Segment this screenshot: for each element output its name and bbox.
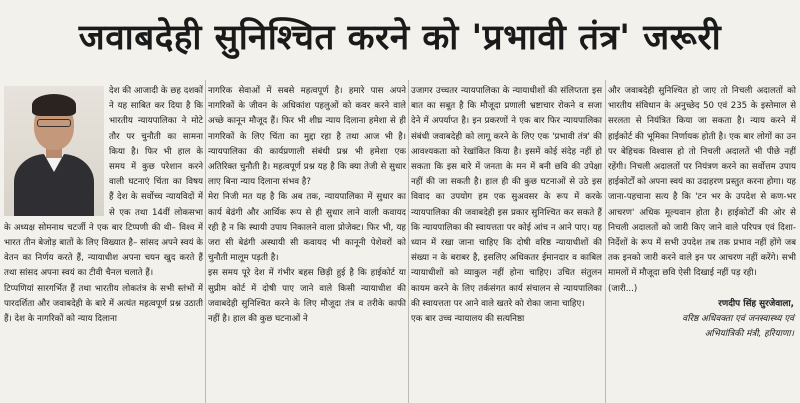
headline: जवाबदेही सुनिश्चित करने को 'प्रभावी तंत्र' जरूरी: [78, 18, 722, 58]
paragraph: और जवाबदेही सुनिश्चित हो जाए तो निचली अदालतों को भारतीय संविधान के अनुच्छेद 50 एवं 235 के इस्तेमाल से सरलता से नियंत्रित किया जा सकता है। न्याय करने में हाईकोर्ट की भूमिका निर्णायक होती है। एक बार लोगों का उन पर बेहिचक विश्वास हो तो निचली अदालतें भी पीछे नहीं रहेंगी। निचली अदालतों पर नियंत्रण करने का सर्वोत्तम उपाय हाईकोर्टों को अपना स्वयं का उदाहरण प्रस्तुत करना होगा। यह जाना-पहचाना सत्य है कि 'टन भर के उपदेश से कण-भर आचरण' अधिक मूल्यवान होता है। हाईकोर्टों की ओर से निचली अदालतों को जारी किए जाने वाले परिपत्र एवं दिशा-निर्देशों के रूप में सभी उपदेश तब तक प्रभाव नहीं होंगे जब तक इनको जारी करने वाले इन पर आचरण नहीं करेंगे। सभी मामलों में मौजूदा छवि ऐसी दिखाई नहीं पड़ रही।: [608, 86, 796, 279]
paragraph: एक बार उच्च न्यायालय की सत्यनिष्ठा: [411, 314, 525, 325]
continued-marker: (जारी...): [608, 283, 638, 294]
column-divider: [408, 80, 409, 403]
author-title: वरिष्ठ अधिवक्ता एवं जनस्वास्थ्य एवं: [682, 313, 794, 324]
paragraph: नागरिक सेवाओं में सबसे महत्वपूर्ण है। हमारे पास अपने नागरिकों के जीवन के अधिकांश पहलुओं को कवर करने वाले अच्छे कानून मौजूद हैं। फिर भी शीघ्र न्याय दिलाना हमेशा से ही नागरिकों के लिए चिंता का मुद्दा रहा है तथा आज भी है। न्यायपालिका की कार्यप्रणाली संबंधी प्रश्न भी हमेशा एक अतिरिक्त चुनौती है। महत्वपूर्ण प्रश्न यह है कि क्या तेजी से सुधार लाए बिना न्याय दिलाना संभव है?: [208, 86, 406, 188]
paragraph: उजागर उच्चतर न्यायपालिका के न्यायाधीशों की संलिप्तता इस बात का सबूत है कि मौजूदा प्रणाली भ्रष्टाचार रोकने व सजा देने में अपर्याप्त है। इन प्रकरणों ने एक बार फिर न्यायपालिका संबंधी जवाबदेही को लागू करने के लिए एक 'प्रभावी तंत्र' की आवश्यकता को रेखांकित किया है। इसमें कोई संदेह नहीं हो सकता कि इस बारे में जनता के मन में बनी छवि की उपेक्षा नहीं की जा सकती है। हाल ही की कुछ घटनाओं से उठे इस विवाद का उपयोग हम एक सुअवसर के रूप में करके न्यायपालिका की जवाबदेही इस प्रकार सुनिश्चित कर सकते हैं कि न्यायपालिका की स्वायत्तता पर कोई आंच न आने पाए। यह ध्यान में रखा जाना चाहिए कि दोषी वरिष्ठ न्यायाधीशों की संख्या न के बराबर है, इसलिए अधिकतर ईमानदार व काबिल न्यायाधीशों को व्याकुल नहीं होना चाहिए। उचित संतुलन कायम करने के लिए तर्कसंगत कार्य संचालन से न्यायपालिका की स्वायत्तता पर आने वाले खतरे को रोका जाना चाहिए।: [411, 86, 602, 309]
author-photo: [4, 86, 104, 216]
paragraph: देश की आजादी के छह दशकों ने यह साबित कर दिया है कि भारतीय न्यायपालिका ने मोटे तौर पर चुनौती का सामना किया है। फिर भी हाल के समय में कुछ परेशान करने वाली घटनाएं चिंता का विषय हैं देश के सर्वोच्च न्यायविदों में से एक तथा 14वीं लोकसभा के अध्यक्ष सोमनाथ चटर्जी ने एक बार टिप्पणी की थी– विश्व में भारत तीन बेजोड़ बातों के लिए विख्यात है– सांसद अपने स्वयं के वेतन का निर्णय करते हैं, न्यायाधीश अपना चयन खुद करते हैं तथा सांसद अपना स्वयं का टीवी चैनल चलाते हैं।: [4, 86, 203, 279]
paragraph: मेरा निजी मत यह है कि अब तक, न्यायपालिका में सुधार का कार्य बेढंगी और आर्थिक रूप से ही सुधार लाने वाली कवायद रही है न कि स्थायी उपाय निकालने वाला प्रोजेक्ट। फिर भी, यह जरा सी बेढंगी अस्थायी सी कवायद भी कानूनी पेशेवरों को चुनौती मालूम पड़ती है।: [208, 192, 406, 264]
author-name: रणदीप सिंह सुरजेवाला,: [718, 298, 794, 309]
paragraph: इस समय पूरे देश में गंभीर बहस छिड़ी हुई है कि हाईकोर्ट या सुप्रीम कोर्ट में दोषी पाए जाने वाले किसी न्यायाधीश की जवाबदेही सुनिश्चित करने के लिए मौजूदा तंत्र व तरीके काफी नहीं है। हाल की कुछ घटनाओं ने: [208, 268, 406, 325]
column-divider: [205, 80, 206, 403]
article-column-1: [4, 84, 203, 403]
author-byline: [608, 297, 796, 342]
article-column-4: [608, 84, 796, 403]
article-column-3: [411, 84, 602, 403]
article-column-2: [208, 84, 406, 403]
column-divider: [605, 80, 606, 403]
paragraph: टिप्पणियां सारगर्भित हैं तथा भारतीय लोकतंत्र के सभी स्तंभों में पारदर्शिता और जवाबदेही के बारे में अत्यंत महत्वपूर्ण प्रश्न उठाती हैं। देश के नागरिकों को न्याय दिलाना: [4, 283, 203, 325]
author-title: अभियांत्रिकी मंत्री, हरियाणा।: [704, 328, 794, 339]
